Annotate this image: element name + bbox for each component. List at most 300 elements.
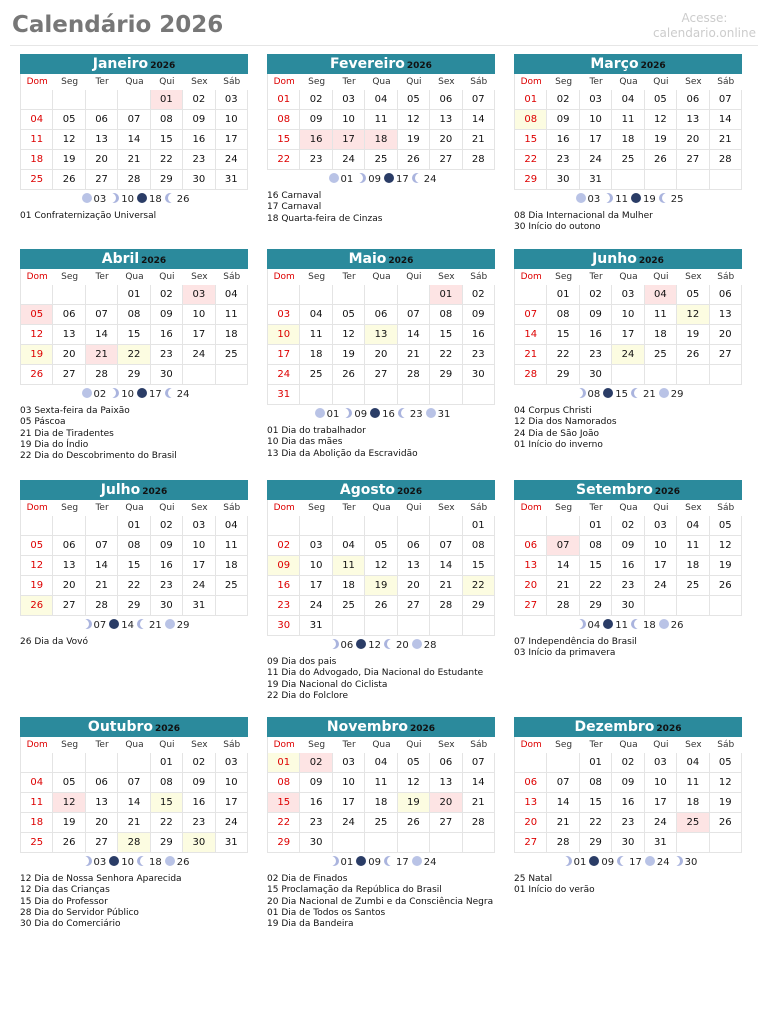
day-cell[interactable]: 20 <box>86 150 118 170</box>
day-cell[interactable]: 26 <box>710 576 742 596</box>
day-cell[interactable]: 14 <box>430 556 462 576</box>
day-cell[interactable]: 04 <box>365 90 397 110</box>
day-cell[interactable]: 13 <box>53 325 85 345</box>
day-cell[interactable]: 19 <box>710 793 742 813</box>
day-cell[interactable]: 07 <box>86 305 118 325</box>
day-cell[interactable]: 12 <box>21 325 53 345</box>
day-cell[interactable]: 10 <box>580 110 612 130</box>
day-cell[interactable]: 09 <box>300 110 332 130</box>
day-cell[interactable]: 15 <box>547 325 579 345</box>
day-cell[interactable]: 25 <box>21 170 53 190</box>
day-cell[interactable]: 07 <box>547 536 579 556</box>
day-cell[interactable]: 12 <box>677 305 709 325</box>
day-cell[interactable]: 06 <box>515 536 547 556</box>
day-cell[interactable]: 23 <box>547 150 579 170</box>
day-cell[interactable]: 05 <box>677 285 709 305</box>
day-cell[interactable]: 29 <box>268 833 300 853</box>
day-cell[interactable]: 27 <box>86 833 118 853</box>
day-cell[interactable]: 20 <box>515 576 547 596</box>
day-cell[interactable]: 16 <box>612 556 644 576</box>
day-cell[interactable]: 22 <box>118 345 150 365</box>
day-cell[interactable]: 23 <box>580 345 612 365</box>
day-cell[interactable]: 10 <box>333 110 365 130</box>
day-cell[interactable]: 08 <box>515 110 547 130</box>
day-cell[interactable]: 25 <box>612 150 644 170</box>
day-cell[interactable]: 03 <box>300 536 332 556</box>
day-cell[interactable]: 28 <box>463 813 495 833</box>
day-cell[interactable]: 10 <box>216 110 248 130</box>
day-cell[interactable]: 03 <box>580 90 612 110</box>
day-cell[interactable]: 08 <box>118 305 150 325</box>
day-cell[interactable]: 01 <box>580 516 612 536</box>
day-cell[interactable]: 27 <box>86 170 118 190</box>
day-cell[interactable]: 20 <box>677 130 709 150</box>
day-cell[interactable]: 30 <box>463 365 495 385</box>
day-cell[interactable]: 20 <box>53 345 85 365</box>
day-cell[interactable]: 04 <box>365 753 397 773</box>
day-cell[interactable]: 28 <box>86 365 118 385</box>
day-cell[interactable]: 14 <box>398 325 430 345</box>
day-cell[interactable]: 09 <box>151 536 183 556</box>
day-cell[interactable]: 29 <box>547 365 579 385</box>
day-cell[interactable]: 25 <box>216 576 248 596</box>
day-cell[interactable]: 05 <box>710 516 742 536</box>
day-cell[interactable]: 29 <box>118 365 150 385</box>
day-cell[interactable]: 04 <box>216 516 248 536</box>
day-cell[interactable]: 18 <box>21 150 53 170</box>
day-cell[interactable]: 15 <box>151 130 183 150</box>
day-cell[interactable]: 27 <box>53 596 85 616</box>
day-cell[interactable]: 17 <box>333 130 365 150</box>
day-cell[interactable]: 30 <box>268 616 300 636</box>
day-cell[interactable]: 07 <box>118 773 150 793</box>
day-cell[interactable]: 15 <box>463 556 495 576</box>
day-cell[interactable]: 15 <box>430 325 462 345</box>
day-cell[interactable]: 25 <box>677 576 709 596</box>
day-cell[interactable]: 19 <box>645 130 677 150</box>
day-cell[interactable]: 14 <box>86 325 118 345</box>
day-cell[interactable]: 30 <box>547 170 579 190</box>
day-cell[interactable]: 23 <box>612 576 644 596</box>
day-cell[interactable]: 24 <box>645 813 677 833</box>
day-cell[interactable]: 12 <box>710 773 742 793</box>
day-cell[interactable]: 09 <box>300 773 332 793</box>
day-cell[interactable]: 20 <box>515 813 547 833</box>
day-cell[interactable]: 02 <box>612 753 644 773</box>
day-cell[interactable]: 08 <box>268 110 300 130</box>
day-cell[interactable]: 04 <box>21 110 53 130</box>
day-cell[interactable]: 17 <box>645 556 677 576</box>
day-cell[interactable]: 03 <box>183 285 215 305</box>
day-cell[interactable]: 16 <box>300 130 332 150</box>
day-cell[interactable]: 04 <box>21 773 53 793</box>
day-cell[interactable]: 29 <box>151 170 183 190</box>
day-cell[interactable]: 07 <box>430 536 462 556</box>
day-cell[interactable]: 23 <box>612 813 644 833</box>
day-cell[interactable]: 17 <box>645 793 677 813</box>
day-cell[interactable]: 03 <box>216 753 248 773</box>
day-cell[interactable]: 26 <box>53 833 85 853</box>
day-cell[interactable]: 02 <box>463 285 495 305</box>
day-cell[interactable]: 11 <box>677 773 709 793</box>
day-cell[interactable]: 12 <box>398 110 430 130</box>
day-cell[interactable]: 30 <box>151 365 183 385</box>
day-cell[interactable]: 30 <box>612 833 644 853</box>
day-cell[interactable]: 26 <box>53 170 85 190</box>
day-cell[interactable]: 01 <box>463 516 495 536</box>
day-cell[interactable]: 23 <box>151 345 183 365</box>
day-cell[interactable]: 26 <box>710 813 742 833</box>
day-cell[interactable]: 18 <box>612 130 644 150</box>
day-cell[interactable]: 02 <box>300 90 332 110</box>
day-cell[interactable]: 01 <box>118 285 150 305</box>
day-cell[interactable]: 14 <box>547 556 579 576</box>
day-cell[interactable]: 07 <box>86 536 118 556</box>
day-cell[interactable]: 02 <box>183 90 215 110</box>
day-cell[interactable]: 18 <box>365 130 397 150</box>
day-cell[interactable]: 17 <box>183 556 215 576</box>
day-cell[interactable]: 01 <box>580 753 612 773</box>
day-cell[interactable]: 26 <box>398 150 430 170</box>
day-cell[interactable]: 28 <box>398 365 430 385</box>
day-cell[interactable]: 16 <box>151 325 183 345</box>
day-cell[interactable]: 29 <box>580 596 612 616</box>
day-cell[interactable]: 22 <box>268 813 300 833</box>
day-cell[interactable]: 05 <box>21 536 53 556</box>
day-cell[interactable]: 22 <box>547 345 579 365</box>
day-cell[interactable]: 06 <box>53 305 85 325</box>
day-cell[interactable]: 12 <box>333 325 365 345</box>
day-cell[interactable]: 02 <box>151 285 183 305</box>
day-cell[interactable]: 26 <box>21 596 53 616</box>
day-cell[interactable]: 25 <box>365 813 397 833</box>
day-cell[interactable]: 18 <box>300 345 332 365</box>
day-cell[interactable]: 03 <box>645 753 677 773</box>
day-cell[interactable]: 17 <box>333 793 365 813</box>
day-cell[interactable]: 02 <box>547 90 579 110</box>
day-cell[interactable]: 19 <box>53 813 85 833</box>
day-cell[interactable]: 27 <box>365 365 397 385</box>
day-cell[interactable]: 09 <box>183 773 215 793</box>
day-cell[interactable]: 15 <box>268 793 300 813</box>
day-cell[interactable]: 30 <box>183 170 215 190</box>
day-cell[interactable]: 29 <box>118 596 150 616</box>
day-cell[interactable]: 19 <box>53 150 85 170</box>
day-cell[interactable]: 29 <box>151 833 183 853</box>
day-cell[interactable]: 21 <box>118 813 150 833</box>
day-cell[interactable]: 18 <box>677 793 709 813</box>
day-cell[interactable]: 13 <box>515 793 547 813</box>
day-cell[interactable]: 10 <box>216 773 248 793</box>
day-cell[interactable]: 11 <box>333 556 365 576</box>
day-cell[interactable]: 06 <box>515 773 547 793</box>
day-cell[interactable]: 19 <box>398 130 430 150</box>
day-cell[interactable]: 21 <box>463 130 495 150</box>
day-cell[interactable]: 28 <box>547 596 579 616</box>
day-cell[interactable]: 06 <box>710 285 742 305</box>
day-cell[interactable]: 09 <box>151 305 183 325</box>
day-cell[interactable]: 09 <box>183 110 215 130</box>
day-cell[interactable]: 29 <box>515 170 547 190</box>
day-cell[interactable]: 20 <box>710 325 742 345</box>
day-cell[interactable]: 28 <box>118 170 150 190</box>
day-cell[interactable]: 24 <box>183 345 215 365</box>
day-cell[interactable]: 20 <box>398 576 430 596</box>
day-cell[interactable]: 03 <box>183 516 215 536</box>
day-cell[interactable]: 14 <box>463 773 495 793</box>
day-cell[interactable]: 16 <box>463 325 495 345</box>
day-cell[interactable]: 02 <box>268 536 300 556</box>
day-cell[interactable]: 05 <box>53 110 85 130</box>
day-cell[interactable]: 28 <box>118 833 150 853</box>
day-cell[interactable]: 16 <box>547 130 579 150</box>
day-cell[interactable]: 22 <box>151 813 183 833</box>
day-cell[interactable]: 23 <box>300 813 332 833</box>
day-cell[interactable]: 13 <box>365 325 397 345</box>
day-cell[interactable]: 18 <box>333 576 365 596</box>
day-cell[interactable]: 28 <box>463 150 495 170</box>
day-cell[interactable]: 08 <box>151 773 183 793</box>
day-cell[interactable]: 25 <box>21 833 53 853</box>
day-cell[interactable]: 15 <box>515 130 547 150</box>
day-cell[interactable]: 25 <box>677 813 709 833</box>
day-cell[interactable]: 30 <box>151 596 183 616</box>
day-cell[interactable]: 19 <box>677 325 709 345</box>
day-cell[interactable]: 01 <box>547 285 579 305</box>
day-cell[interactable]: 14 <box>86 556 118 576</box>
day-cell[interactable]: 07 <box>463 90 495 110</box>
day-cell[interactable]: 22 <box>118 576 150 596</box>
day-cell[interactable]: 06 <box>365 305 397 325</box>
day-cell[interactable]: 08 <box>151 110 183 130</box>
day-cell[interactable]: 11 <box>216 305 248 325</box>
day-cell[interactable]: 28 <box>430 596 462 616</box>
day-cell[interactable]: 05 <box>333 305 365 325</box>
day-cell[interactable]: 22 <box>580 576 612 596</box>
day-cell[interactable]: 16 <box>300 793 332 813</box>
day-cell[interactable]: 07 <box>710 90 742 110</box>
day-cell[interactable]: 22 <box>580 813 612 833</box>
day-cell[interactable]: 06 <box>86 110 118 130</box>
day-cell[interactable]: 11 <box>21 130 53 150</box>
day-cell[interactable]: 02 <box>300 753 332 773</box>
day-cell[interactable]: 11 <box>645 305 677 325</box>
day-cell[interactable]: 04 <box>216 285 248 305</box>
day-cell[interactable]: 27 <box>677 150 709 170</box>
day-cell[interactable]: 03 <box>333 90 365 110</box>
day-cell[interactable]: 04 <box>677 753 709 773</box>
day-cell[interactable]: 19 <box>365 576 397 596</box>
day-cell[interactable]: 28 <box>86 596 118 616</box>
day-cell[interactable]: 01 <box>268 90 300 110</box>
day-cell[interactable]: 18 <box>365 793 397 813</box>
day-cell[interactable]: 14 <box>463 110 495 130</box>
day-cell[interactable]: 23 <box>183 813 215 833</box>
day-cell[interactable]: 30 <box>612 596 644 616</box>
day-cell[interactable]: 05 <box>365 536 397 556</box>
day-cell[interactable]: 04 <box>677 516 709 536</box>
day-cell[interactable]: 13 <box>430 110 462 130</box>
day-cell[interactable]: 02 <box>612 516 644 536</box>
day-cell[interactable]: 08 <box>547 305 579 325</box>
day-cell[interactable]: 31 <box>645 833 677 853</box>
day-cell[interactable]: 21 <box>547 813 579 833</box>
day-cell[interactable]: 15 <box>580 793 612 813</box>
day-cell[interactable]: 10 <box>645 773 677 793</box>
day-cell[interactable]: 27 <box>710 345 742 365</box>
day-cell[interactable]: 10 <box>183 536 215 556</box>
day-cell[interactable]: 01 <box>151 753 183 773</box>
day-cell[interactable]: 11 <box>21 793 53 813</box>
day-cell[interactable]: 18 <box>677 556 709 576</box>
day-cell[interactable]: 21 <box>398 345 430 365</box>
day-cell[interactable]: 25 <box>216 345 248 365</box>
day-cell[interactable]: 28 <box>710 150 742 170</box>
day-cell[interactable]: 31 <box>300 616 332 636</box>
day-cell[interactable]: 24 <box>645 576 677 596</box>
day-cell[interactable]: 16 <box>183 793 215 813</box>
day-cell[interactable]: 08 <box>430 305 462 325</box>
day-cell[interactable]: 22 <box>430 345 462 365</box>
day-cell[interactable]: 11 <box>216 536 248 556</box>
day-cell[interactable]: 07 <box>515 305 547 325</box>
day-cell[interactable]: 18 <box>216 325 248 345</box>
day-cell[interactable]: 24 <box>612 345 644 365</box>
day-cell[interactable]: 09 <box>268 556 300 576</box>
day-cell[interactable]: 07 <box>463 753 495 773</box>
day-cell[interactable]: 30 <box>580 365 612 385</box>
day-cell[interactable]: 08 <box>580 536 612 556</box>
day-cell[interactable]: 03 <box>333 753 365 773</box>
day-cell[interactable]: 09 <box>612 773 644 793</box>
day-cell[interactable]: 06 <box>86 773 118 793</box>
day-cell[interactable]: 08 <box>268 773 300 793</box>
day-cell[interactable]: 17 <box>612 325 644 345</box>
day-cell[interactable]: 05 <box>21 305 53 325</box>
day-cell[interactable]: 20 <box>53 576 85 596</box>
day-cell[interactable]: 20 <box>430 130 462 150</box>
day-cell[interactable]: 21 <box>430 576 462 596</box>
day-cell[interactable]: 15 <box>118 556 150 576</box>
day-cell[interactable]: 07 <box>118 110 150 130</box>
day-cell[interactable]: 31 <box>216 833 248 853</box>
day-cell[interactable]: 25 <box>365 150 397 170</box>
day-cell[interactable]: 21 <box>710 130 742 150</box>
day-cell[interactable]: 23 <box>268 596 300 616</box>
day-cell[interactable]: 09 <box>612 536 644 556</box>
day-cell[interactable]: 27 <box>515 596 547 616</box>
day-cell[interactable]: 18 <box>216 556 248 576</box>
day-cell[interactable]: 20 <box>86 813 118 833</box>
day-cell[interactable]: 27 <box>398 596 430 616</box>
day-cell[interactable]: 12 <box>365 556 397 576</box>
day-cell[interactable]: 28 <box>515 365 547 385</box>
day-cell[interactable]: 01 <box>430 285 462 305</box>
day-cell[interactable]: 13 <box>515 556 547 576</box>
day-cell[interactable]: 13 <box>53 556 85 576</box>
day-cell[interactable]: 19 <box>398 793 430 813</box>
day-cell[interactable]: 01 <box>118 516 150 536</box>
day-cell[interactable]: 11 <box>612 110 644 130</box>
day-cell[interactable]: 09 <box>463 305 495 325</box>
day-cell[interactable]: 21 <box>547 576 579 596</box>
day-cell[interactable]: 25 <box>645 345 677 365</box>
day-cell[interactable]: 10 <box>183 305 215 325</box>
day-cell[interactable]: 16 <box>183 130 215 150</box>
day-cell[interactable]: 15 <box>151 793 183 813</box>
day-cell[interactable]: 12 <box>398 773 430 793</box>
day-cell[interactable]: 16 <box>268 576 300 596</box>
day-cell[interactable]: 21 <box>86 576 118 596</box>
day-cell[interactable]: 21 <box>515 345 547 365</box>
day-cell[interactable]: 22 <box>268 150 300 170</box>
day-cell[interactable]: 13 <box>86 793 118 813</box>
day-cell[interactable]: 17 <box>216 130 248 150</box>
day-cell[interactable]: 24 <box>216 150 248 170</box>
day-cell[interactable]: 28 <box>547 833 579 853</box>
day-cell[interactable]: 12 <box>710 536 742 556</box>
day-cell[interactable]: 24 <box>268 365 300 385</box>
day-cell[interactable]: 09 <box>547 110 579 130</box>
day-cell[interactable]: 11 <box>365 110 397 130</box>
day-cell[interactable]: 06 <box>677 90 709 110</box>
day-cell[interactable]: 20 <box>365 345 397 365</box>
day-cell[interactable]: 24 <box>300 596 332 616</box>
day-cell[interactable]: 15 <box>118 325 150 345</box>
day-cell[interactable]: 08 <box>463 536 495 556</box>
day-cell[interactable]: 19 <box>21 576 53 596</box>
day-cell[interactable]: 05 <box>53 773 85 793</box>
day-cell[interactable]: 02 <box>183 753 215 773</box>
day-cell[interactable]: 04 <box>612 90 644 110</box>
day-cell[interactable]: 12 <box>645 110 677 130</box>
day-cell[interactable]: 31 <box>580 170 612 190</box>
day-cell[interactable]: 14 <box>118 130 150 150</box>
day-cell[interactable]: 05 <box>398 90 430 110</box>
day-cell[interactable]: 12 <box>53 130 85 150</box>
day-cell[interactable]: 08 <box>580 773 612 793</box>
day-cell[interactable]: 26 <box>365 596 397 616</box>
day-cell[interactable]: 26 <box>333 365 365 385</box>
day-cell[interactable]: 18 <box>21 813 53 833</box>
day-cell[interactable]: 06 <box>430 90 462 110</box>
day-cell[interactable]: 19 <box>21 345 53 365</box>
day-cell[interactable]: 05 <box>398 753 430 773</box>
day-cell[interactable]: 03 <box>268 305 300 325</box>
day-cell[interactable]: 26 <box>645 150 677 170</box>
day-cell[interactable]: 24 <box>580 150 612 170</box>
day-cell[interactable]: 13 <box>710 305 742 325</box>
day-cell[interactable]: 19 <box>710 556 742 576</box>
day-cell[interactable]: 27 <box>53 365 85 385</box>
day-cell[interactable]: 03 <box>612 285 644 305</box>
day-cell[interactable]: 23 <box>151 576 183 596</box>
day-cell[interactable]: 10 <box>300 556 332 576</box>
day-cell[interactable]: 03 <box>216 90 248 110</box>
day-cell[interactable]: 01 <box>151 90 183 110</box>
day-cell[interactable]: 14 <box>710 110 742 130</box>
day-cell[interactable]: 24 <box>333 150 365 170</box>
day-cell[interactable]: 04 <box>333 536 365 556</box>
day-cell[interactable]: 19 <box>333 345 365 365</box>
day-cell[interactable]: 07 <box>398 305 430 325</box>
day-cell[interactable]: 06 <box>398 536 430 556</box>
day-cell[interactable]: 16 <box>580 325 612 345</box>
day-cell[interactable]: 14 <box>515 325 547 345</box>
day-cell[interactable]: 23 <box>300 150 332 170</box>
day-cell[interactable]: 10 <box>612 305 644 325</box>
day-cell[interactable]: 17 <box>183 325 215 345</box>
